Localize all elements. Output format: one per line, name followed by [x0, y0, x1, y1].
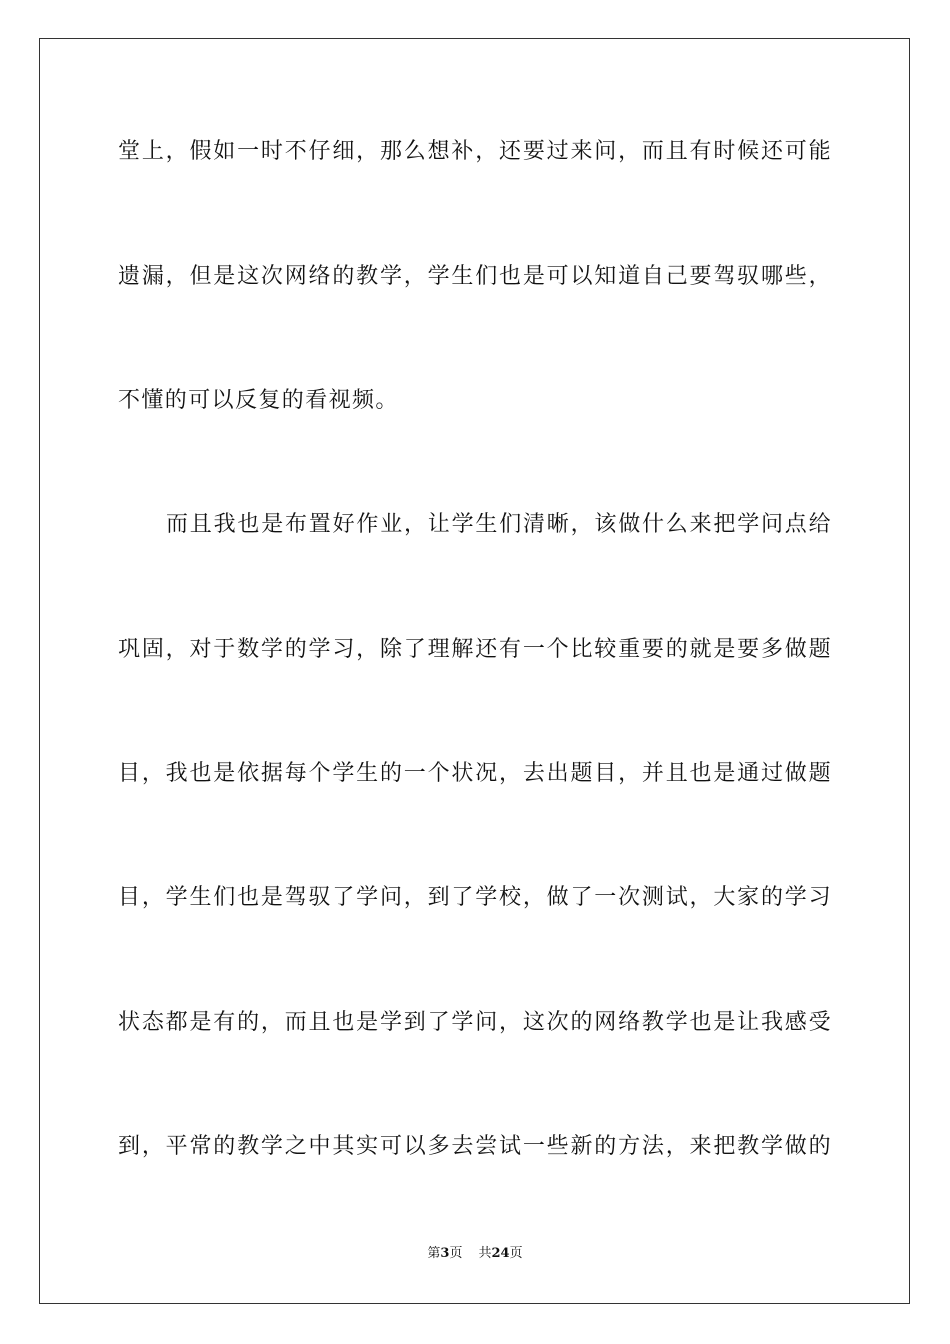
- page-border: [39, 38, 910, 1304]
- text-line-7: 目，学生们也是驾驭了学问，到了学校，做了一次测试，大家的学习: [118, 885, 832, 910]
- text-line-2: 遗漏，但是这次网络的教学，学生们也是可以知道自己要驾驭哪些，: [118, 264, 832, 289]
- text-line-5: 巩固，对于数学的学习，除了理解还有一个比较重要的就是要多做题: [118, 637, 832, 662]
- text-line-1: 堂上，假如一时不仔细，那么想补，还要过来问，而且有时候还可能: [118, 139, 832, 164]
- text-line-9: 到，平常的教学之中其实可以多去尝试一些新的方法，来把教学做的: [118, 1134, 832, 1159]
- text-line-4-paragraph-start: 而且我也是布置好作业，让学生们清晰，该做什么来把学问点给: [166, 512, 832, 537]
- page-number: 3: [440, 1246, 450, 1261]
- total-suffix: 页: [509, 1246, 523, 1261]
- page-footer: [0, 1245, 950, 1263]
- text-line-6: 目，我也是依据每个学生的一个状况，去出题目，并且也是通过做题: [118, 761, 832, 786]
- total-prefix: 共: [478, 1246, 492, 1261]
- page-suffix: 页: [449, 1246, 463, 1261]
- total-pages: 24: [491, 1246, 510, 1261]
- text-line-3: 不懂的可以反复的看视频。: [118, 388, 399, 413]
- page-prefix: 第: [427, 1246, 441, 1261]
- text-line-8: 状态都是有的，而且也是学到了学问，这次的网络教学也是让我感受: [118, 1010, 832, 1035]
